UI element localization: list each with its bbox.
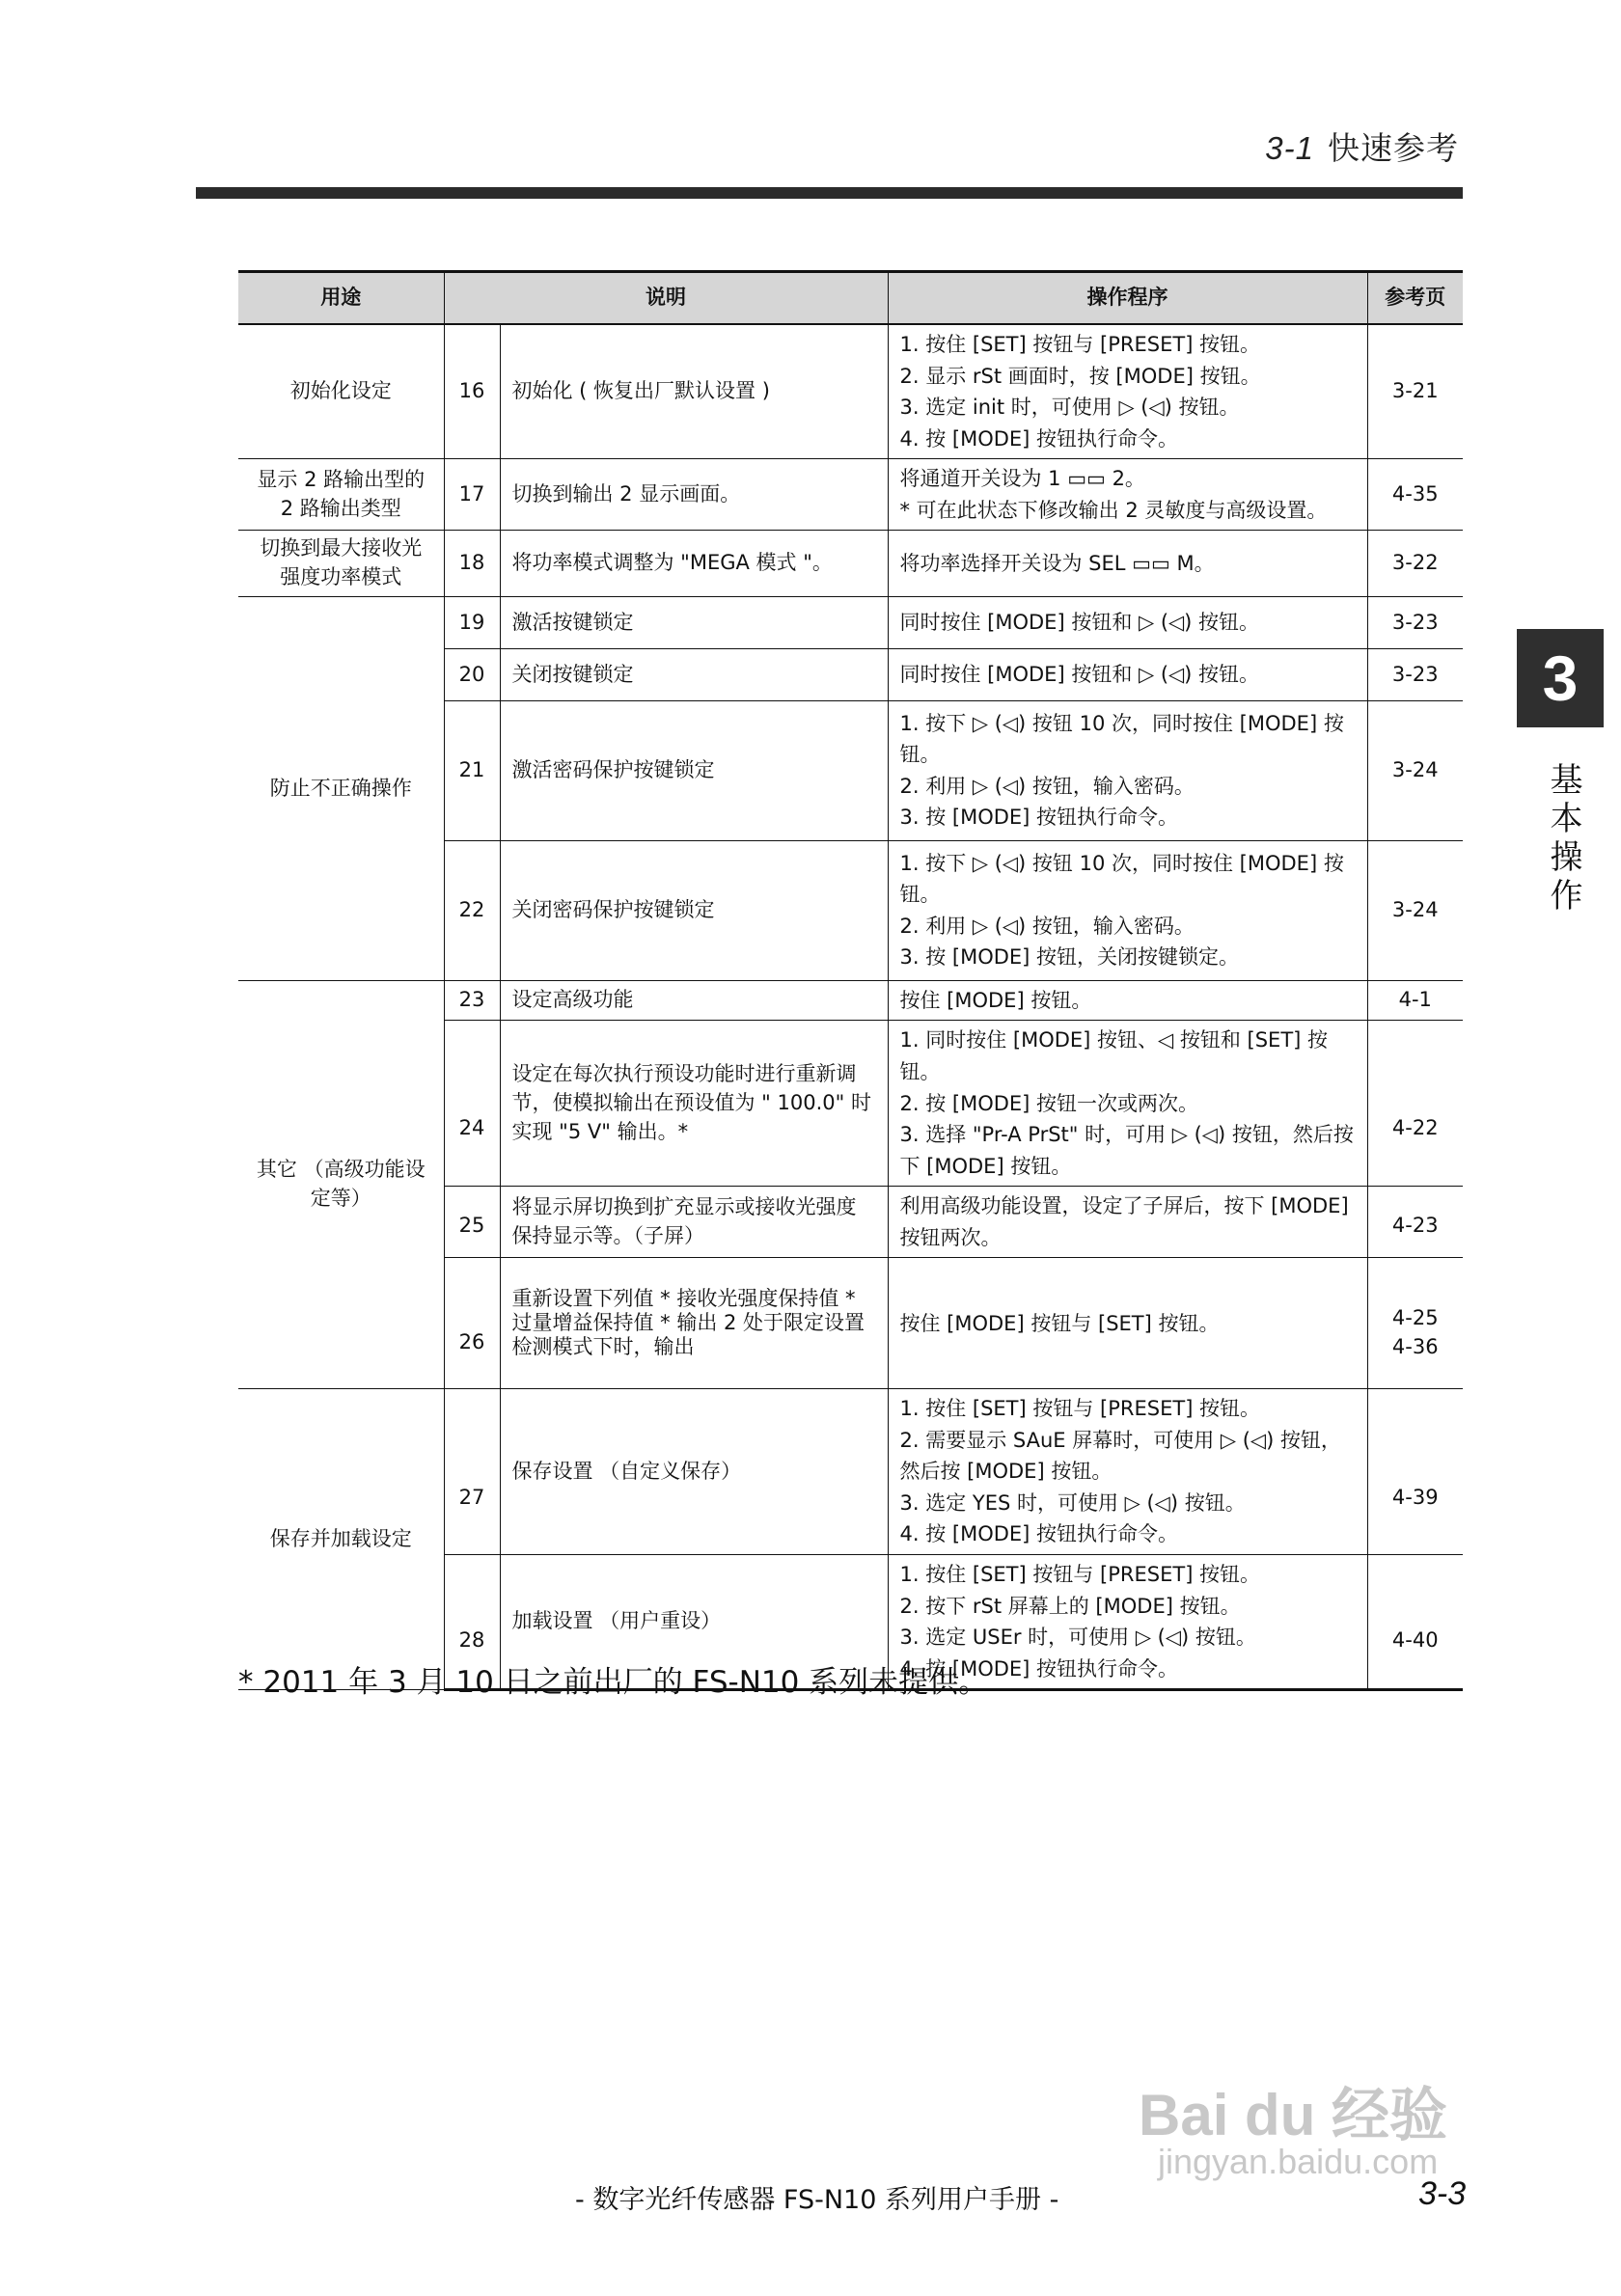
reference-page: 4-25 4-36 — [1367, 1258, 1463, 1389]
chapter-tab: 3 — [1517, 629, 1604, 727]
procedure-step: 1. 按住 [SET] 按钮与 [PRESET] 按钮。 — [899, 1397, 1261, 1421]
procedure-step: 按住 [MODE] 按钮与 [SET] 按钮。 — [899, 1311, 1220, 1335]
table-row — [238, 324, 1463, 459]
description-cell: 设定高级功能 — [500, 980, 888, 1021]
description-cell: 激活密码保护按键锁定 — [500, 700, 888, 840]
table-row — [238, 980, 1463, 1021]
procedure-cell — [888, 1389, 1367, 1555]
description-cell: 激活按键锁定 — [500, 596, 888, 648]
description-cell: 切换到输出 2 显示画面。 — [500, 459, 888, 531]
table-row — [238, 596, 1463, 648]
row-number: 27 — [444, 1389, 500, 1555]
table-row — [238, 531, 1463, 597]
header-reference: 参考页 — [1367, 272, 1463, 325]
procedure-step: 3. 按 [MODE] 按钮执行命令。 — [899, 806, 1179, 830]
procedure-step: 1. 按下 ▷ (◁) 按钮 10 次，同时按住 [MODE] 按钮。 — [899, 851, 1344, 907]
row-number: 24 — [444, 1021, 500, 1187]
description-cell: 加载设置 （用户重设） — [500, 1555, 888, 1690]
procedure-step: 1. 按下 ▷ (◁) 按钮 10 次，同时按住 [MODE] 按钮。 — [899, 711, 1344, 767]
procedure-step: 1. 按住 [SET] 按钮与 [PRESET] 按钮。 — [899, 333, 1261, 356]
row-number: 19 — [444, 596, 500, 648]
row-number: 16 — [444, 324, 500, 459]
reference-page: 4-39 — [1367, 1389, 1463, 1555]
reference-page: 3-21 — [1367, 324, 1463, 459]
row-number: 18 — [444, 531, 500, 597]
procedure-cell — [888, 648, 1367, 700]
procedure-step: * 可在此状态下修改输出 2 灵敏度与高级设置。 — [899, 498, 1328, 522]
procedure-cell — [888, 324, 1367, 459]
procedure-cell — [888, 840, 1367, 980]
reference-page: 4-22 — [1367, 1021, 1463, 1187]
header-purpose: 用途 — [238, 272, 444, 325]
procedure-cell — [888, 596, 1367, 648]
procedure-step: 3. 选定 init 时，可使用 ▷ (◁) 按钮。 — [899, 396, 1240, 420]
procedure-step: 2. 按 [MODE] 按钮一次或两次。 — [899, 1091, 1199, 1115]
row-number: 28 — [444, 1555, 500, 1690]
row-number: 23 — [444, 980, 500, 1021]
description-cell: 设定在每次执行预设功能时进行重新调节，使模拟输出在预设值为 " 100.0" 时实现 "5 V" 输出。* — [500, 1021, 888, 1187]
procedure-step: 4. 按 [MODE] 按钮执行命令。 — [899, 1522, 1179, 1546]
procedure-step: 3. 按 [MODE] 按钮，关闭按键锁定。 — [899, 945, 1240, 970]
procedure-step: 同时按住 [MODE] 按钮和 ▷ (◁) 按钮。 — [899, 611, 1260, 635]
procedure-cell — [888, 980, 1367, 1021]
row-number: 25 — [444, 1187, 500, 1258]
reference-page: 3-23 — [1367, 596, 1463, 648]
procedure-step: 同时按住 [MODE] 按钮和 ▷ (◁) 按钮。 — [899, 663, 1260, 687]
procedure-step: 将通道开关设为 1 ▭▭ 2。 — [899, 467, 1145, 491]
procedure-step: 4. 按 [MODE] 按钮执行命令。 — [899, 426, 1179, 451]
table-row — [238, 1389, 1463, 1555]
procedure-step: 2. 利用 ▷ (◁) 按钮，输入密码。 — [899, 774, 1195, 798]
procedure-step: 1. 同时按住 [MODE] 按钮、◁ 按钮和 [SET] 按钮。 — [899, 1028, 1329, 1083]
procedure-step: 按住 [MODE] 按钮。 — [899, 988, 1092, 1012]
watermark-url: jingyan.baidu.com — [1158, 2142, 1439, 2181]
table-row — [238, 459, 1463, 531]
reference-page: 4-1 — [1367, 980, 1463, 1021]
procedure-step: 1. 按住 [SET] 按钮与 [PRESET] 按钮。 — [899, 1563, 1261, 1587]
description-cell: 将功率模式调整为 "MEGA 模式 "。 — [500, 531, 888, 597]
description-cell: 关闭按键锁定 — [500, 648, 888, 700]
procedure-step: 3. 选定 USEr 时，可使用 ▷ (◁) 按钮。 — [899, 1626, 1256, 1650]
footnote: * 2011 年 3 月 10 日之前出厂的 FS-N10 系列未提供。 — [238, 1665, 989, 1700]
page-number: 3-3 — [1418, 2175, 1467, 2212]
purpose-cell: 其它 （高级功能设定等） — [238, 980, 444, 1388]
procedure-step: 2. 利用 ▷ (◁) 按钮，输入密码。 — [899, 914, 1195, 938]
purpose-cell: 切换到最大接收光强度功率模式 — [238, 531, 444, 597]
procedure-step: 2. 需要显示 SAuE 屏幕时，可使用 ▷ (◁) 按钮，然后按 [MODE] 按钮。 — [899, 1428, 1341, 1484]
procedure-cell — [888, 531, 1367, 597]
section-number: 3-1 — [1265, 130, 1314, 166]
reference-page: 4-35 — [1367, 459, 1463, 531]
description-cell: 将显示屏切换到扩充显示或接收光强度保持显示等。（子屏） — [500, 1187, 888, 1258]
procedure-step: 3. 选定 YES 时，可使用 ▷ (◁) 按钮。 — [899, 1490, 1246, 1515]
description-cell: 关闭密码保护按键锁定 — [500, 840, 888, 980]
description-cell: 保存设置 （自定义保存） — [500, 1389, 888, 1555]
row-number: 17 — [444, 459, 500, 531]
description-cell: 重新设置下列值 * 接收光强度保持值 * 过量增益保持值 * 输出 2 处于限定设置检测模式下时，输出 — [500, 1258, 888, 1389]
procedure-step: 4. 按 [MODE] 按钮执行命令。 — [899, 1656, 1179, 1681]
reference-page: 4-40 — [1367, 1555, 1463, 1690]
procedure-cell — [888, 1187, 1367, 1258]
quick-reference-table — [238, 270, 1463, 1691]
reference-page: 3-22 — [1367, 531, 1463, 597]
row-number: 21 — [444, 700, 500, 840]
procedure-step: 2. 按下 rSt 屏幕上的 [MODE] 按钮。 — [899, 1594, 1241, 1618]
row-number: 22 — [444, 840, 500, 980]
header-procedure: 操作程序 — [888, 272, 1367, 325]
row-number: 20 — [444, 648, 500, 700]
section-header — [1265, 123, 1459, 169]
purpose-cell: 防止不正确操作 — [238, 596, 444, 980]
reference-page: 3-24 — [1367, 840, 1463, 980]
procedure-step: 将功率选择开关设为 SEL ▭▭ M。 — [899, 551, 1215, 575]
procedure-step: 利用高级功能设置，设定了子屏后，按下 [MODE] 按钮两次。 — [899, 1194, 1349, 1249]
reference-page: 3-23 — [1367, 648, 1463, 700]
row-number: 26 — [444, 1258, 500, 1389]
section-title: 快速参考 — [1328, 129, 1459, 167]
watermark-logo: Bai du 经验 — [1139, 2083, 1448, 2147]
reference-page: 3-24 — [1367, 700, 1463, 840]
description-cell: 初始化 ( 恢复出厂默认设置 ) — [500, 324, 888, 459]
chapter-label: 基本操作 — [1544, 762, 1582, 916]
footer-title: - 数字光纤传感器 FS-N10 系列用户手册 - — [575, 2185, 1059, 2215]
header-rule — [196, 187, 1463, 199]
procedure-cell — [888, 1258, 1367, 1389]
procedure-step: 3. 选择 "Pr-A PrSt" 时，可用 ▷ (◁) 按钮，然后按下 [MODE] 按钮。 — [899, 1123, 1354, 1178]
purpose-cell: 显示 2 路输出型的 2 路输出类型 — [238, 459, 444, 531]
table-header-row — [238, 272, 1463, 325]
procedure-step: 2. 显示 rSt 画面时，按 [MODE] 按钮。 — [899, 364, 1261, 388]
reference-page: 4-23 — [1367, 1187, 1463, 1258]
header-description: 说明 — [444, 272, 888, 325]
procedure-cell — [888, 700, 1367, 840]
procedure-cell — [888, 459, 1367, 531]
purpose-cell: 初始化设定 — [238, 324, 444, 459]
purpose-cell: 保存并加载设定 — [238, 1389, 444, 1690]
procedure-cell — [888, 1021, 1367, 1187]
